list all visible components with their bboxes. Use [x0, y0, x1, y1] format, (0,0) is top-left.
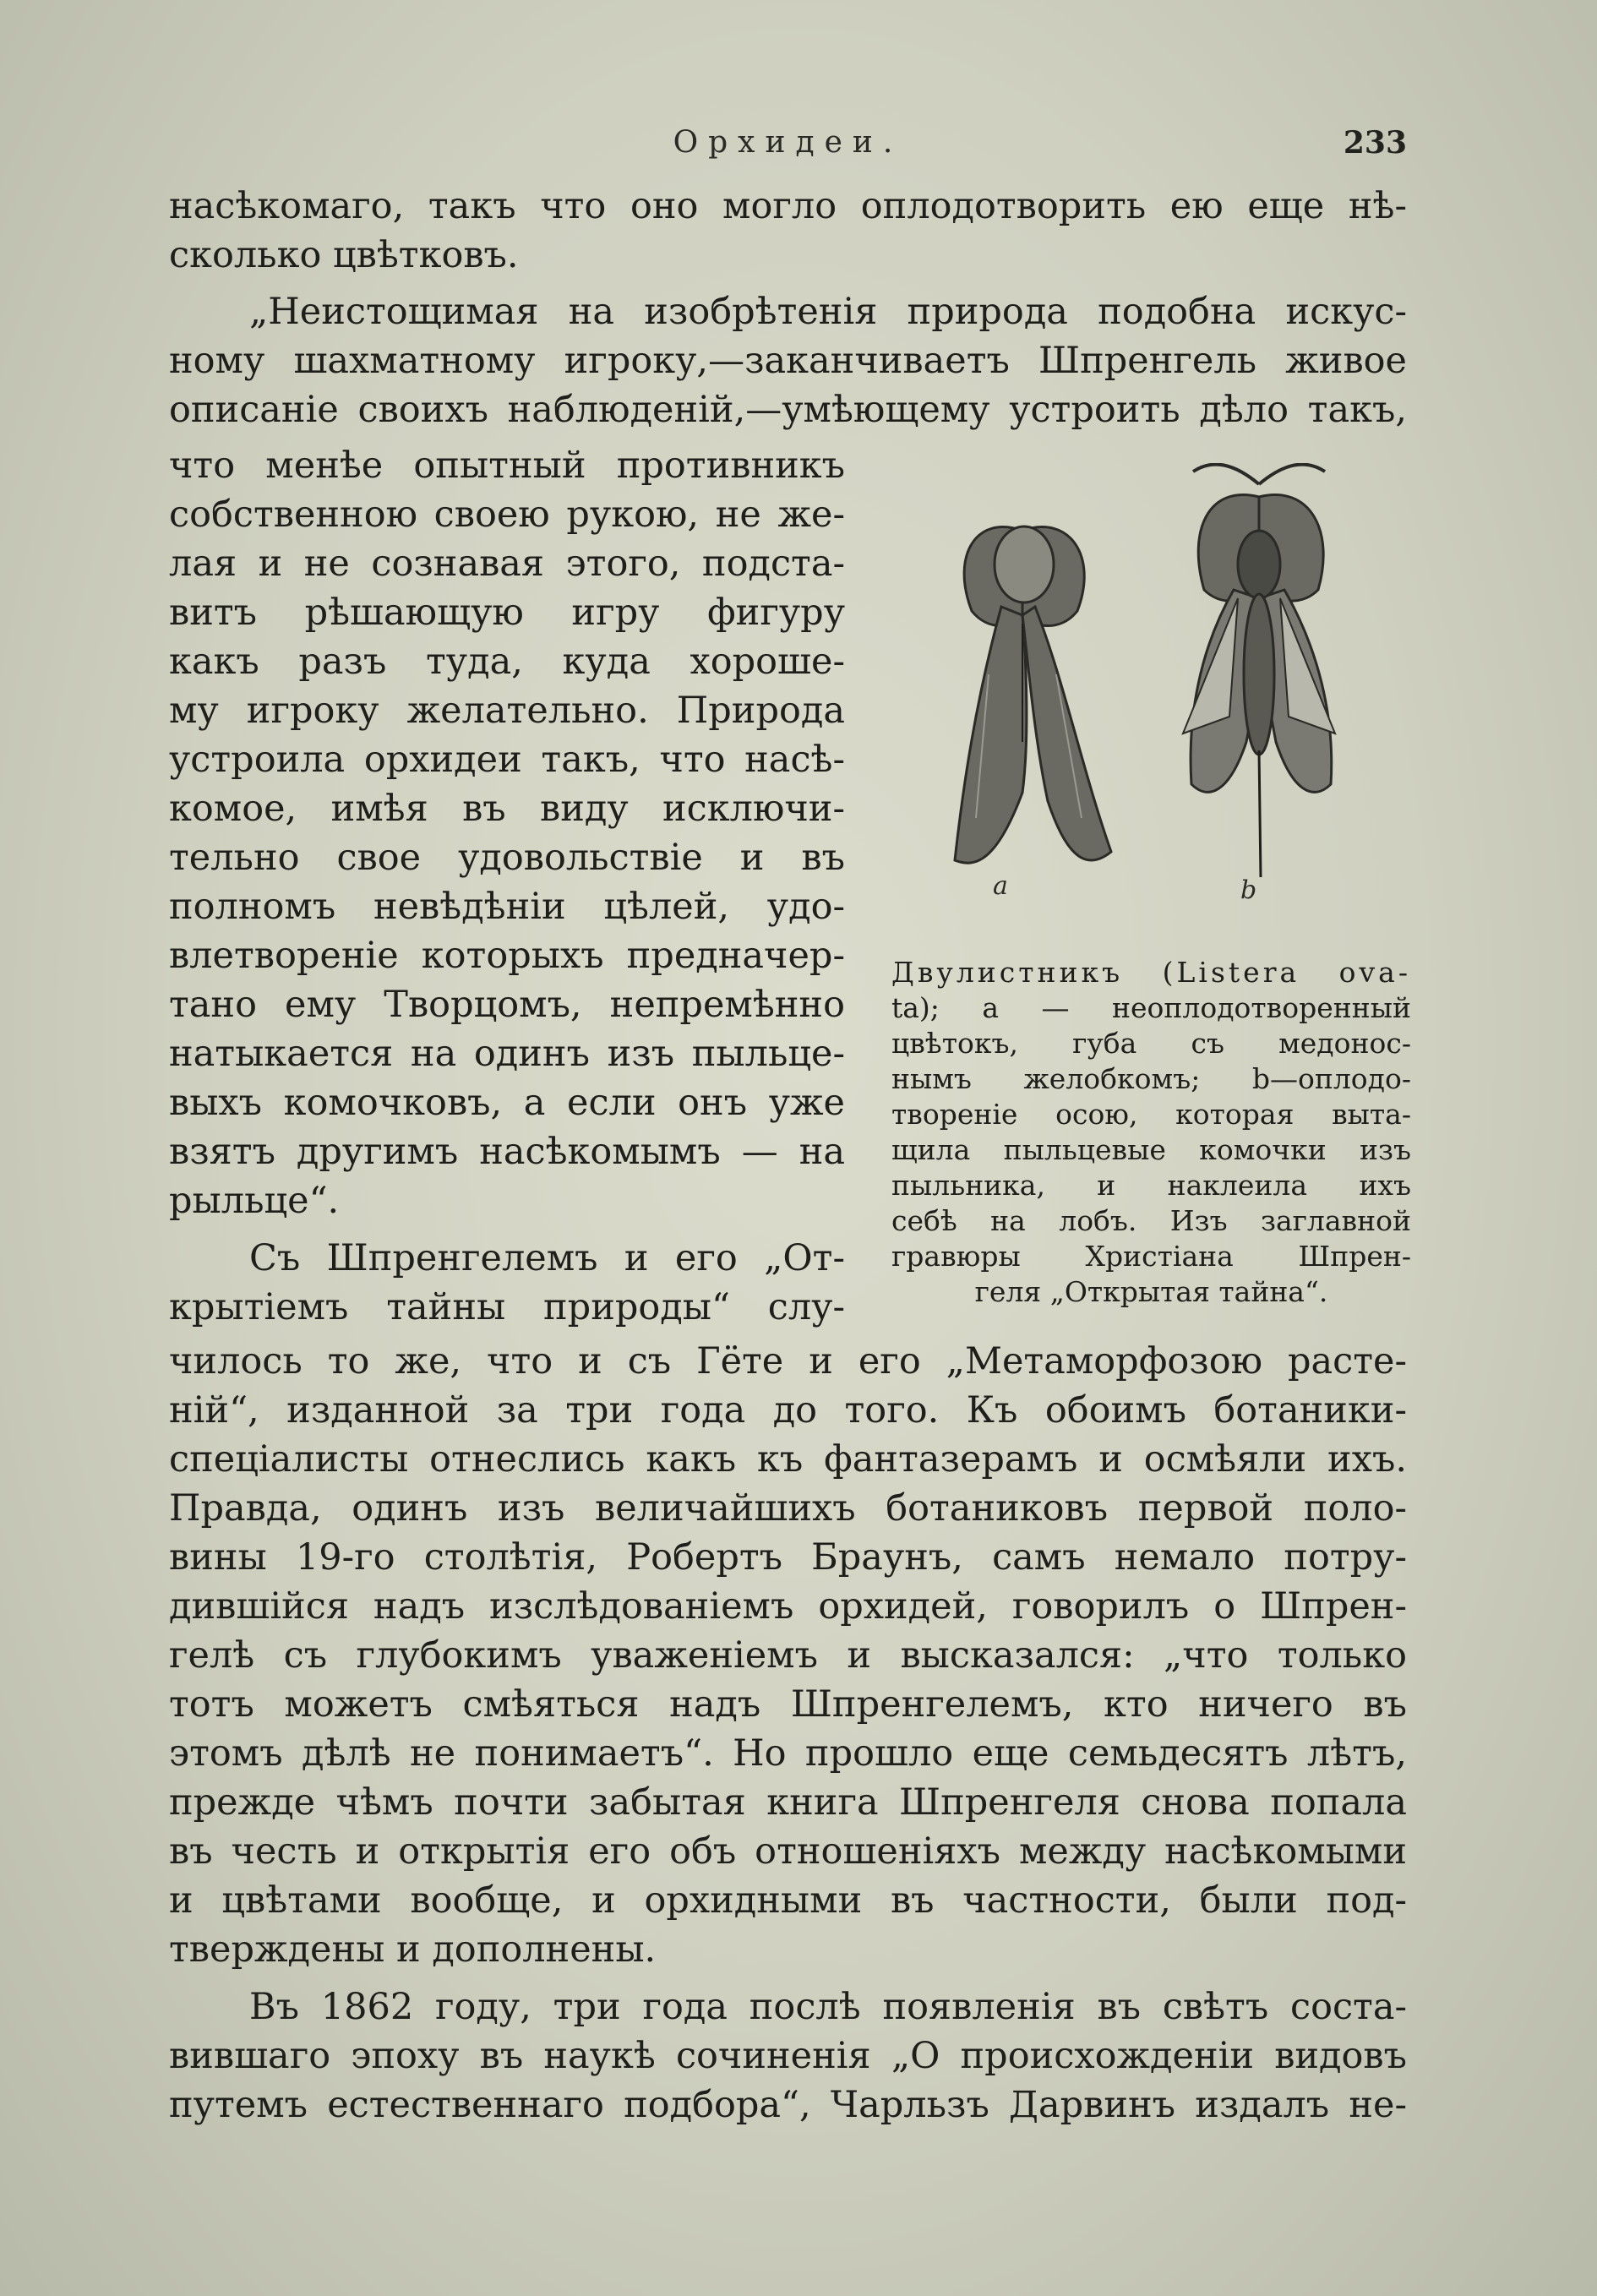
text-line: вившаго эпоху въ наукѣ сочиненія „О происхожденіи видовъ [169, 2035, 1407, 2077]
text-line: чилось то же, что и съ Гёте и его „Метаморфозою расте- [169, 1340, 1407, 1383]
text-line: и цвѣтами вообще, и орхидными въ частности, были под- [169, 1879, 1407, 1922]
text-line: ній“, изданной за три года до того. Къ обоимъ ботаники- [169, 1389, 1407, 1432]
flower-b [1183, 465, 1335, 877]
text-line: выхъ комочковъ, а если онъ уже [169, 1082, 845, 1124]
text-line: дившійся надъ изслѣдованіемъ орхидей, говорилъ о Шпрен- [169, 1585, 1407, 1628]
text-line: устроила орхидеи такъ, что насѣ- [169, 739, 845, 781]
text-line: Въ 1862 году, три года послѣ появленія въ свѣтъ соста- [249, 1986, 1407, 2028]
running-title: Орхидеи. [673, 125, 903, 160]
caption-line: ta); a — неоплодотворенный [891, 991, 1411, 1024]
page-number: 233 [1343, 125, 1407, 161]
text-line: тверждены и дополнены. [169, 1928, 657, 1971]
text-line: этомъ дѣлѣ не понимаетъ“. Но прошло еще семьдесятъ лѣтъ, [169, 1732, 1407, 1775]
text-line: натыкается на одинъ изъ пыльце- [169, 1033, 845, 1075]
flower-a [955, 526, 1111, 863]
text-line: полномъ невѣдѣніи цѣлей, удо- [169, 886, 845, 928]
text-line: ному шахматному игроку,—заканчиваетъ Шпренгель живое [169, 340, 1407, 382]
text-line: влетвореніе которыхъ предначер- [169, 935, 845, 977]
caption-line: щила пыльцевые комочки изъ [891, 1133, 1411, 1166]
text-line: му игроку желательно. Природа [169, 690, 845, 732]
text-line: гелѣ съ глубокимъ уваженіемъ и высказался: „что только [169, 1634, 1407, 1677]
caption-line: цвѣтокъ, губа съ медонос- [891, 1027, 1411, 1060]
caption-line: себѣ на лобъ. Изъ заглавной [891, 1204, 1411, 1237]
text-line: Съ Шпренгелемъ и его „От- [249, 1237, 845, 1279]
page-header [169, 125, 1407, 167]
text-line: сколько цвѣтковъ. [169, 234, 519, 276]
text-line: собственною своею рукою, не же- [169, 494, 845, 536]
figure-label-a: a [993, 871, 1008, 901]
text-line: комое, имѣя въ виду исключи- [169, 788, 845, 830]
text-line: вины 19-го столѣтія, Робертъ Браунъ, самъ немало потру- [169, 1536, 1407, 1579]
text-line: рыльце“. [169, 1180, 340, 1222]
text-line: прежде чѣмъ почти забытая книга Шпренгеля снова попала [169, 1781, 1407, 1824]
text-line: крытіемъ тайны природы“ слу- [169, 1286, 845, 1328]
orchid-engraving [896, 463, 1411, 911]
caption-line: гравюры Христіана Шпрен- [891, 1240, 1411, 1273]
caption-line: геля „Открытая тайна“. [974, 1275, 1328, 1308]
text-line: путемъ естественнаго подбора“, Чарльзъ Дарвинъ издалъ не- [169, 2084, 1407, 2126]
text-line: описаніе своихъ наблюденій,—умѣющему устроить дѣло такъ, [169, 389, 1407, 431]
caption-line: твореніе осою, которая выта- [891, 1098, 1411, 1131]
text-line: въ честь и открытія его объ отношеніяхъ между насѣкомыми [169, 1830, 1407, 1873]
text-line: тельно свое удовольствіе и въ [169, 837, 845, 879]
caption-line: Двулистникъ (Listera ova- [891, 956, 1411, 989]
text-line: Правда, одинъ изъ величайшихъ ботаниковъ первой поло- [169, 1487, 1407, 1530]
text-line: лая и не сознавая этого, подста- [169, 543, 845, 585]
text-line: спеціалисты отнеслись какъ къ фантазерамъ и осмѣяли ихъ. [169, 1438, 1407, 1481]
figure-label-b: b [1240, 875, 1257, 905]
text-line: взятъ другимъ насѣкомымъ — на [169, 1131, 845, 1173]
text-line: витъ рѣшающую игру фигуру [169, 592, 845, 634]
text-line: насѣкомаго, такъ что оно могло оплодотворить ею еще нѣ- [169, 185, 1407, 227]
text-line: какъ разъ туда, куда хороше- [169, 641, 845, 683]
text-line: „Неистощимая на изобрѣтенія природа подобна искус- [249, 291, 1407, 333]
caption-line: нымъ желобкомъ; b—оплодо- [891, 1062, 1411, 1095]
text-line: тотъ можетъ смѣяться надъ Шпренгелемъ, кто ничего въ [169, 1683, 1407, 1726]
orchid-illustration [896, 463, 1411, 911]
caption-line: пыльника, и наклеила ихъ [891, 1169, 1411, 1202]
text-line: что менѣе опытный противникъ [169, 444, 845, 487]
text-line: тано ему Творцомъ, непремѣнно [169, 984, 845, 1026]
